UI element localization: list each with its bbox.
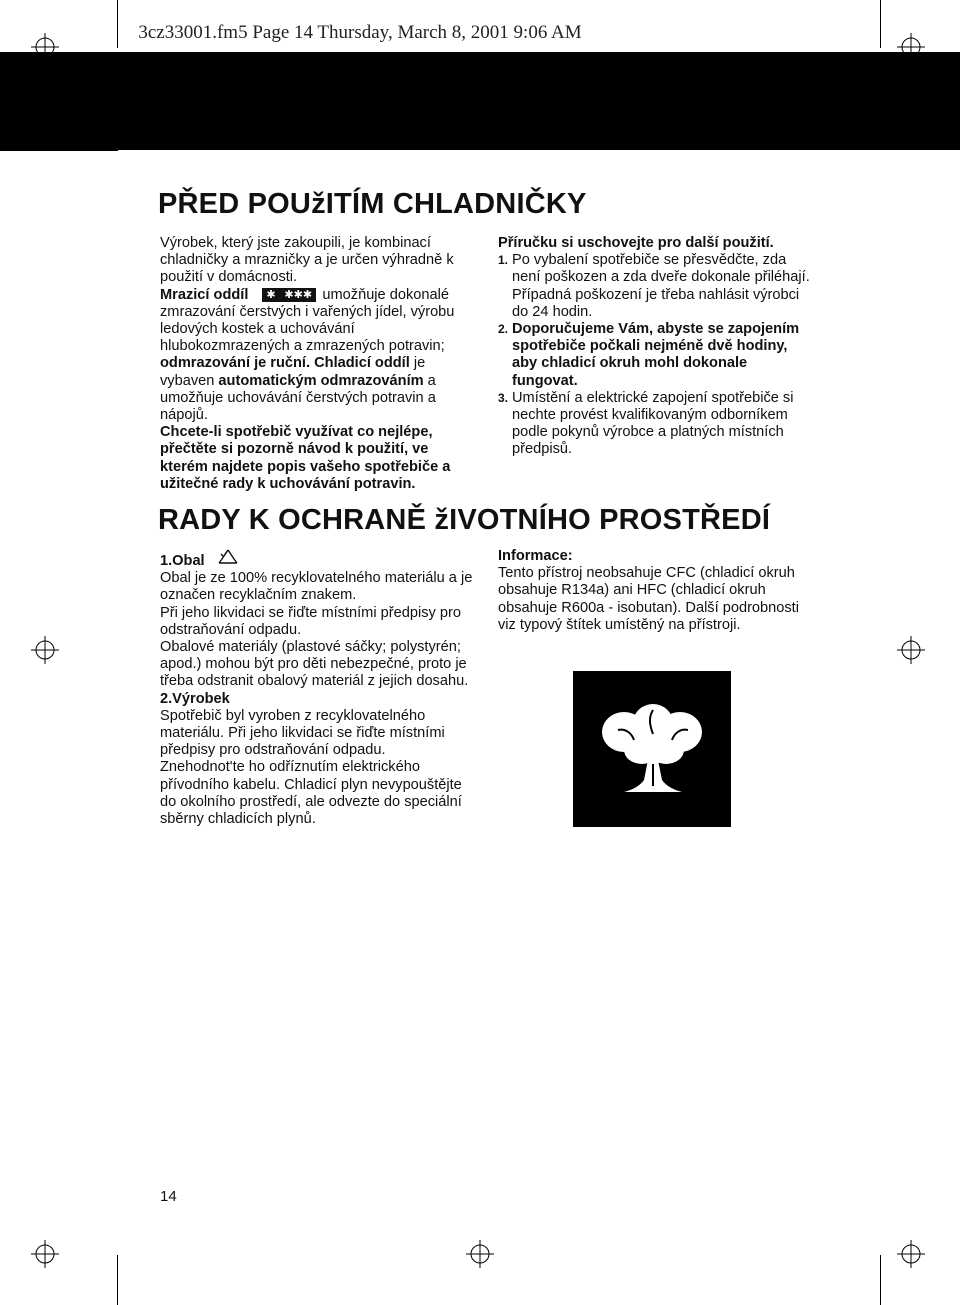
info-text: Tento přístroj neobsahuje CFC (chladicí okruh obsahuje R134a) ani HFC (chladicí okruh obsahuje R600a - isobutan). Další podrobnosti viz typový štítek umístěný na přístroji. bbox=[498, 565, 799, 633]
product-heading bbox=[160, 691, 478, 708]
section2-left-column bbox=[160, 548, 478, 828]
header-black-band bbox=[0, 52, 960, 150]
list-item-text: Po vybalení spotřebiče se přesvědčte, zda není poškozen a zda dveře dokonale přiléhají. Případná poškození je třeba nahlásit výrobci do 24 hodin. bbox=[512, 252, 810, 320]
list-item bbox=[498, 390, 813, 459]
section-title-before-use: PŘED POUžITÍM CHLADNIČKY bbox=[158, 188, 587, 220]
single-star-glyph: ✱ bbox=[266, 288, 276, 301]
registration-mark-icon bbox=[31, 636, 59, 664]
auto-defrost-text: automatickým odmrazováním bbox=[218, 372, 424, 389]
crop-mark bbox=[880, 1255, 881, 1305]
registration-mark-icon bbox=[466, 1240, 494, 1268]
list-number: 3. bbox=[498, 390, 509, 405]
list-item-text: Umístění a elektrické zapojení spotřebiče si nechte provést kvalifikovaným odborníkem podle pokynů výrobce a platných místních předpisů. bbox=[512, 389, 794, 458]
list-item-text: Doporučujeme Vám, abyste se zapojením spotřebiče počkali nejméně dvě hodiny, aby chladicí okruh mohl dokonale fungovat. bbox=[512, 321, 800, 389]
heading-label: Obal bbox=[172, 553, 205, 569]
section1-left-column bbox=[160, 235, 478, 493]
heading-label: Výrobek bbox=[172, 690, 230, 707]
keep-manual-heading: Příručku si uschovejte pro další použití. bbox=[498, 235, 774, 251]
packaging-text-3: Obalové materiály (plastové sáčky; polystyrén; apod.) mohou být pro děti nebezpečné, proto je třeba odstranit obalový materiál z jejich dosahu. bbox=[160, 639, 469, 690]
crop-mark bbox=[117, 0, 118, 48]
registration-mark-icon bbox=[897, 636, 925, 664]
heading-number: 1. bbox=[160, 553, 173, 569]
triple-star-glyph: ✱✱✱ bbox=[284, 288, 313, 301]
freezer-star-symbol-icon bbox=[262, 288, 316, 302]
registration-mark-icon bbox=[897, 1240, 925, 1268]
fridge-text: je vybaven bbox=[160, 355, 426, 389]
section2-right-column bbox=[498, 548, 813, 634]
product-text-2: Znehodnot'te ho odříznutím elektrického přívodního kabelu. Chladicí plyn nevypouštějte do okolního prostředí, ale odvezte do speciální sběrny chladicích plynů. bbox=[160, 759, 462, 828]
intro-paragraph: Výrobek, který jste zakoupili, je kombinací chladničky a mrazničky a je určen výhradně k použití v domácnosti. bbox=[160, 235, 454, 286]
crop-mark bbox=[117, 1255, 118, 1305]
crop-mark bbox=[880, 0, 881, 48]
section1-right-column bbox=[498, 235, 813, 459]
packaging-text-1: Obal je ze 100% recyklovatelného materiálu a je označen recyklačním znakem. bbox=[160, 570, 473, 604]
registration-mark-icon bbox=[31, 33, 59, 61]
list-item bbox=[498, 321, 813, 390]
list-item bbox=[498, 252, 813, 321]
period: . bbox=[305, 355, 311, 372]
section-title-environment: RADY K OCHRANĚ žIVOTNÍHO PROSTŘEDÍ bbox=[158, 504, 771, 536]
page-number: 14 bbox=[160, 1188, 177, 1205]
freezer-paragraph bbox=[160, 287, 478, 425]
tree-emblem-icon bbox=[570, 668, 736, 832]
fridge-text-end: a umožňuje uchovávání čerstvých potravin a nápojů. bbox=[160, 372, 436, 424]
packaging-text-2: Při jeho likvidaci se řiďte místními předpisy pro odstraňování odpadu. bbox=[160, 604, 461, 638]
freezer-lead: Mrazicí oddíl bbox=[160, 286, 249, 303]
read-manual-paragraph: Chcete-li spotřebič využívat co nejlépe, přečtěte si pozorně návod k použití, ve kterém najdete popis vašeho spotřebiče a užitečné rady k uchovávání potravin. bbox=[160, 424, 451, 492]
product-text-1: Spotřebič byl vyroben z recyklovatelného materiálu. Při jeho likvidaci se řiďte místními předpisy pro odstraňování odpadu. bbox=[160, 707, 445, 759]
manual-defrost-text: odmrazování je ruční bbox=[160, 355, 306, 372]
info-heading: Informace: bbox=[498, 548, 573, 564]
print-header: 3cz33001.fm5 Page 14 Thursday, March 8, 2001 9:06 AM bbox=[138, 22, 582, 43]
registration-mark-icon bbox=[897, 33, 925, 61]
crop-mark bbox=[0, 150, 118, 151]
registration-mark-icon bbox=[31, 1240, 59, 1268]
heading-number: 2. bbox=[160, 690, 173, 707]
fridge-lead: Chladicí oddíl bbox=[314, 355, 410, 372]
packaging-heading bbox=[160, 548, 478, 570]
recycle-icon bbox=[215, 548, 241, 568]
list-number: 2. bbox=[498, 322, 509, 337]
list-number: 1. bbox=[498, 253, 509, 268]
freezer-text: umožňuje dokonalé zmrazování čerstvých i vařených jídel, výrobu ledových kostek a uchovávání hlubokozmrazených a zmrazených potravin; bbox=[160, 286, 455, 355]
